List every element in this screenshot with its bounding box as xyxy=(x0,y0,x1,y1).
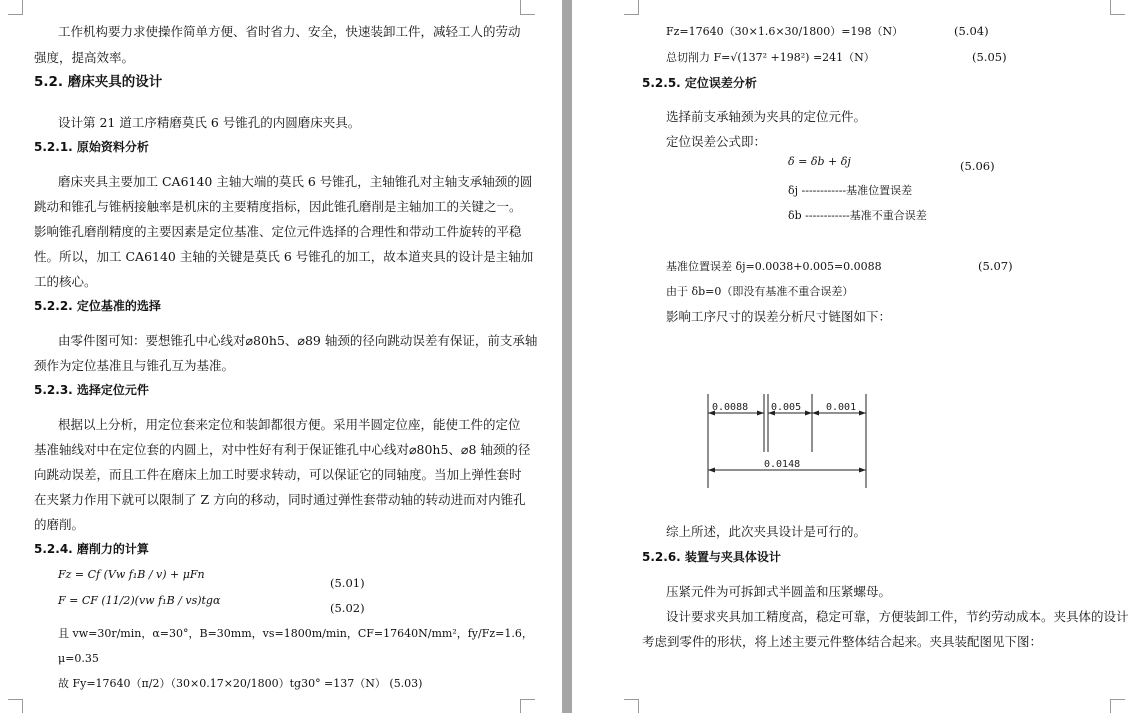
paragraph-line: 基准位置误差 δj=0.0038+0.005=0.0088 xyxy=(666,260,882,273)
equation-number: (5.06) xyxy=(960,159,995,173)
dim-label-1: 0.0088 xyxy=(712,402,749,413)
paragraph-line: 性。所以，加工 CA6140 主轴的关键是莫氏 6 号锥孔的加工，故本道夹具的设计是主轴加 xyxy=(34,249,534,264)
equation: 故 Fy=17640（π/2）（30×0.17×20/1800）tg30° =137（N） (5.03) xyxy=(58,677,423,690)
formula: δ = δb + δj xyxy=(788,155,851,168)
equation: Fz = Cf (Vw f₁B / v) + μFn xyxy=(58,568,205,581)
left-page xyxy=(0,0,562,713)
legend-line: δb ------------基准不重合误差 xyxy=(788,209,927,222)
paragraph-line: 向跳动误差，而且工件在磨床上加工时要求转动，可以保证它的同轴度。当加上弹性套时 xyxy=(34,467,522,482)
intro-text: 设计第 21 道工序精磨莫氏 6 号锥孔的内圆磨床夹具。 xyxy=(58,115,361,130)
crop-mark xyxy=(1110,699,1125,713)
paragraph-line: 根据以上分析，用定位套来定位和装卸都很方便。采用半圆定位座，能使工件的定位 xyxy=(58,417,521,432)
equation-number: (5.05) xyxy=(972,50,1007,64)
crop-mark xyxy=(624,699,639,713)
subsection-heading: 5.2.1. 原始资料分析 xyxy=(34,140,149,154)
crop-mark xyxy=(8,0,23,15)
equation-number: (5.04) xyxy=(954,24,989,38)
paragraph-line: 跳动和锥孔与锥柄接触率是机床的主要精度指标，因此锥孔磨削是主轴加工的关键之一。 xyxy=(34,199,522,214)
subsection-heading: 5.2.2. 定位基准的选择 xyxy=(34,299,161,313)
paragraph-line: 磨床夹具主要加工 CA6140 主轴大端的莫氏 6 号锥孔，主轴锥孔对主轴支承轴颈的圆 xyxy=(58,174,533,189)
equation: 总切削力 F=√(137² +198²) =241（N） xyxy=(666,51,875,64)
right-page xyxy=(572,0,1142,713)
paragraph-line: 考虑到零件的形状，将上述主要元件整体结合起来。夹具装配图见下图： xyxy=(642,634,1043,649)
dim-label-2: 0.005 xyxy=(771,402,802,413)
paragraph-line: 设计要求夹具加工精度高，稳定可靠，方便装卸工件，节约劳动成本。夹具体的设计 xyxy=(666,609,1129,624)
paragraph-line: 颈作为定位基准且与锥孔互为基准。 xyxy=(34,358,235,373)
subsection-heading: 5.2.5. 定位误差分析 xyxy=(642,76,757,90)
crop-mark xyxy=(520,0,535,15)
crop-mark xyxy=(1110,0,1125,15)
equation-number: (5.01) xyxy=(330,576,365,590)
subsection-heading: 5.2.4. 磨削力的计算 xyxy=(34,542,149,556)
equation-number: (5.07) xyxy=(978,259,1013,273)
paragraph-line: 影响工序尺寸的误差分析尺寸链图如下： xyxy=(666,309,892,324)
dimension-chain-diagram xyxy=(660,388,900,510)
paragraph-line: 基准轴线对中在定位套的内圆上，对中性好有利于保证锥孔中心线对⌀80h5、⌀8 轴颈的径 xyxy=(34,442,531,457)
paragraph-line: 压紧元件为可拆卸式半圆盖和压紧螺母。 xyxy=(666,584,892,599)
subsection-heading: 5.2.3. 选择定位元件 xyxy=(34,383,149,397)
crop-mark xyxy=(624,0,639,15)
paragraph-line: 在夹紧力作用下就可以限制了 Z 方向的移动，同时通过弹性套带动轴的转动进而对内锥孔 xyxy=(34,492,526,507)
crop-mark xyxy=(8,699,23,713)
section-heading: 5.2. 磨床夹具的设计 xyxy=(34,74,163,90)
paragraph-line: 强度，提高效率。 xyxy=(34,50,135,65)
paragraph-line: 工作机构要力求使操作简单方便、省时省力、安全，快速装卸工件，减轻工人的劳动 xyxy=(58,24,521,39)
mu-value: μ=0.35 xyxy=(58,652,99,665)
dim-label-3: 0.001 xyxy=(826,402,857,413)
equation-number: (5.02) xyxy=(330,601,365,615)
legend-line: δj ------------基准位置误差 xyxy=(788,184,913,197)
paragraph-line: 选择前支承轴颈为夹具的定位元件。 xyxy=(666,109,867,124)
paragraph-line: 工的核心。 xyxy=(34,274,97,289)
equation: Fz=17640（30×1.6×30/1800）=198（N） xyxy=(666,25,904,38)
subsection-heading: 5.2.6. 装置与夹具体设计 xyxy=(642,550,781,564)
dim-label-total: 0.0148 xyxy=(764,459,801,470)
paragraph-line: 综上所述，此次夹具设计是可行的。 xyxy=(666,524,867,539)
paragraph-line: 影响锥孔磨削精度的主要因素是定位基准、定位元件选择的合理性和带动工件旋转的平稳 xyxy=(34,224,522,239)
given-values: 且 vw=30r/min，α=30°，B=30mm，vs=1800m/min，CF=17640N/mm²，fy/Fz=1.6， xyxy=(58,627,533,640)
paragraph-line: 由零件图可知：要想锥孔中心线对⌀80h5、⌀89 轴颈的径向跳动误差有保证，前支承轴 xyxy=(58,333,538,348)
paragraph-line: 的磨削。 xyxy=(34,517,85,532)
equation: F = CF (11/2)(vw f₁B / vs)tgα xyxy=(58,594,221,607)
paragraph-line: 定位误差公式即： xyxy=(666,134,767,149)
paragraph-line: 由于 δb=0（即没有基准不重合误差） xyxy=(666,285,854,298)
crop-mark xyxy=(520,699,535,713)
